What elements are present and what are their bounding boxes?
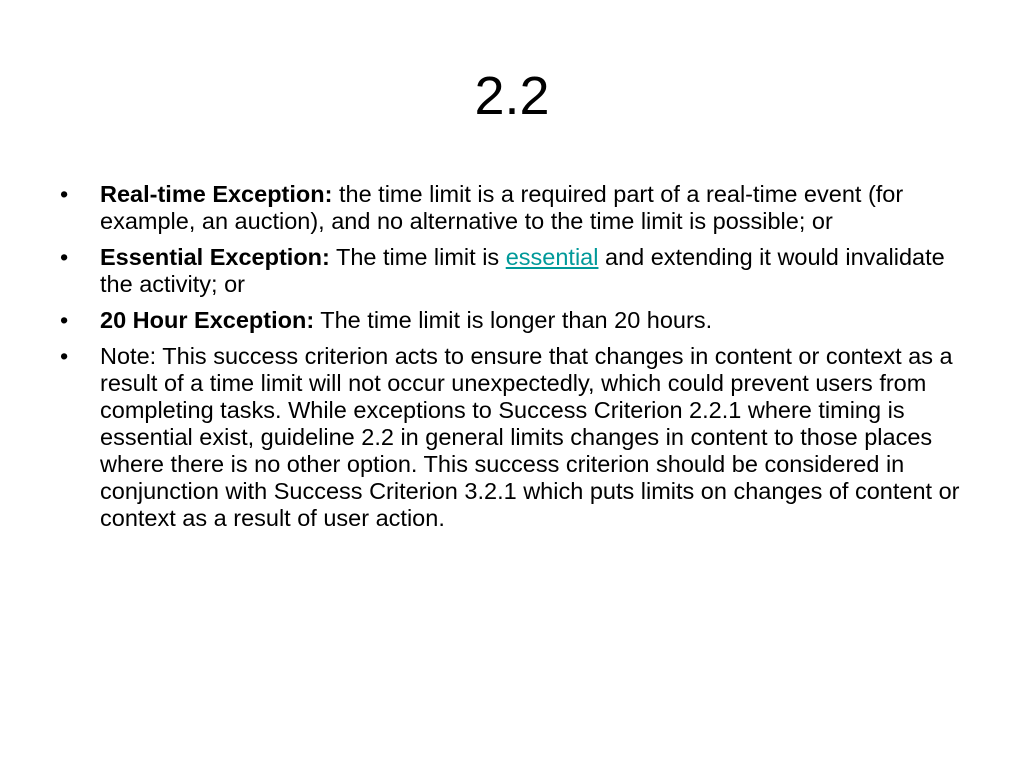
bullet-text: The time limit is longer than 20 hours. xyxy=(314,307,713,333)
bullet-text: Note: This success criterion acts to ensure that changes in content or context as a result of a time limit will not occur unexpectedly, which could prevent users from completing tasks. While exceptions to Success Criterion 2.2.1 where timing is essential exist, guideline 2.2 in general limits changes in content to those places where there is no other option. This success criterion should be considered in conjunction with Success Criterion 3.2.1 which puts limits on changes of content or context as a result of user action. xyxy=(100,343,960,531)
bullet-item-20-hour-exception xyxy=(52,307,972,334)
bullet-text: The time limit is xyxy=(329,244,506,270)
bullet-heading: Essential Exception: xyxy=(100,244,330,270)
slide-title: 2.2 xyxy=(474,66,550,126)
bullet-list xyxy=(52,181,972,541)
bullet-glyph: • xyxy=(60,343,69,369)
bullet-glyph: • xyxy=(60,307,69,333)
bullet-item-essential-exception xyxy=(52,244,972,298)
bullet-item-realtime-exception xyxy=(52,181,972,235)
bullet-item-note xyxy=(52,343,972,532)
bullet-text: and extending it would invalidate the activity; or xyxy=(100,244,945,297)
bullet-glyph: • xyxy=(60,244,69,270)
bullet-heading: Real-time Exception: xyxy=(100,181,333,207)
essential-link[interactable]: essential xyxy=(505,244,599,270)
bullet-heading: 20 Hour Exception: xyxy=(100,307,315,333)
bullet-text: the time limit is a required part of a real-time event (for example, an auction), and no alternative to the time limit is possible; or xyxy=(100,181,904,234)
bullet-glyph: • xyxy=(60,181,69,207)
